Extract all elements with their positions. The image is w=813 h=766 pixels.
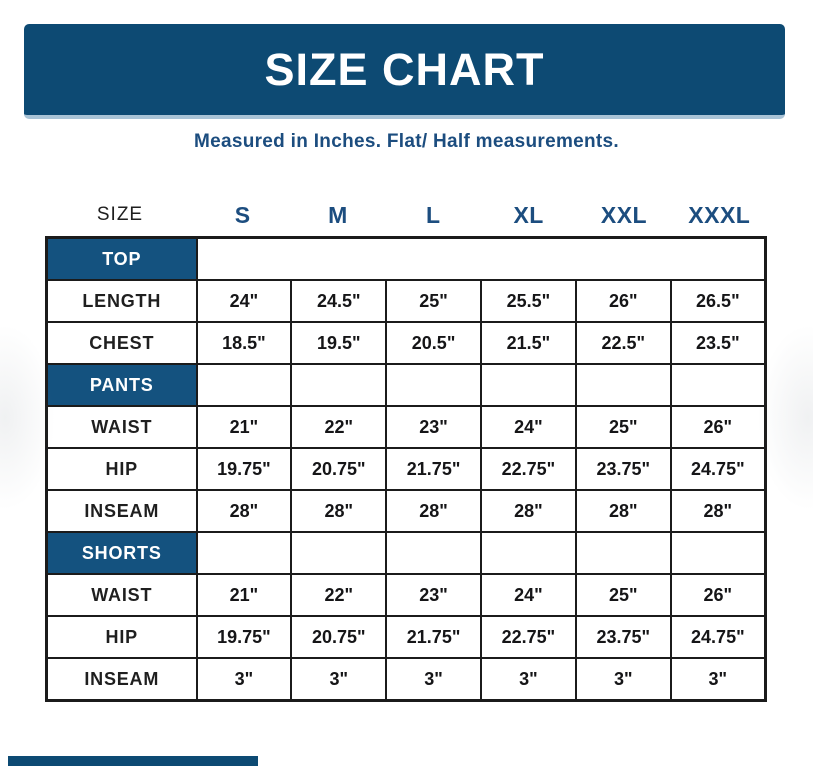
row-label-cell: HIP — [47, 616, 197, 658]
value-cell: 25" — [576, 406, 671, 448]
value-cell: 20.75" — [291, 448, 386, 490]
empty-cell — [481, 364, 576, 406]
row-label-cell: WAIST — [47, 574, 197, 616]
value-cell: 21.75" — [386, 448, 481, 490]
size-header-row — [45, 198, 767, 232]
size-column-header: XL — [513, 201, 544, 228]
value-cell: 25" — [386, 280, 481, 322]
value-cell: 21.5" — [481, 322, 576, 364]
table-row — [47, 490, 766, 532]
value-cell: 28" — [291, 490, 386, 532]
value-cell: 25.5" — [481, 280, 576, 322]
size-column-header: XXXL — [688, 201, 751, 228]
value-cell: 20.75" — [291, 616, 386, 658]
row-label-cell: CHEST — [47, 322, 197, 364]
value-cell: 24.75" — [671, 616, 766, 658]
empty-cell — [576, 532, 671, 574]
size-column-label: SIZE — [96, 204, 144, 225]
value-cell: 24" — [481, 574, 576, 616]
value-cell: 28" — [576, 490, 671, 532]
value-cell: 22.5" — [576, 322, 671, 364]
next-section-partial-bar — [8, 756, 258, 766]
value-cell: 26.5" — [671, 280, 766, 322]
value-cell: 24.75" — [671, 448, 766, 490]
value-cell: 19.75" — [197, 616, 292, 658]
row-label-cell: HIP — [47, 448, 197, 490]
value-cell: 20.5" — [386, 322, 481, 364]
value-cell: 3" — [481, 658, 576, 701]
empty-cell — [197, 532, 292, 574]
value-cell: 26" — [576, 280, 671, 322]
empty-cell — [291, 364, 386, 406]
row-label-cell: LENGTH — [47, 280, 197, 322]
value-cell: 22.75" — [481, 616, 576, 658]
empty-cell — [197, 364, 292, 406]
section-header-cell: PANTS — [47, 364, 197, 406]
empty-cell — [481, 532, 576, 574]
empty-cell — [671, 364, 766, 406]
empty-cell — [576, 364, 671, 406]
section-header-cell: TOP — [47, 238, 197, 281]
empty-merged-cell — [197, 238, 766, 281]
empty-cell — [291, 532, 386, 574]
value-cell: 25" — [576, 574, 671, 616]
empty-cell — [671, 532, 766, 574]
value-cell: 18.5" — [197, 322, 292, 364]
size-column-header: XXL — [600, 201, 648, 228]
value-cell: 3" — [576, 658, 671, 701]
value-cell: 26" — [671, 406, 766, 448]
value-cell: 24" — [481, 406, 576, 448]
value-cell: 24.5" — [291, 280, 386, 322]
table-row — [47, 280, 766, 322]
value-cell: 23" — [386, 406, 481, 448]
table-row — [47, 658, 766, 701]
value-cell: 24" — [197, 280, 292, 322]
value-cell: 3" — [386, 658, 481, 701]
size-column-header: L — [426, 201, 441, 228]
table-row — [47, 616, 766, 658]
value-cell: 21.75" — [386, 616, 481, 658]
value-cell: 23.5" — [671, 322, 766, 364]
size-column-header: M — [328, 201, 348, 228]
value-cell: 28" — [671, 490, 766, 532]
value-cell: 26" — [671, 574, 766, 616]
page-title: SIZE CHART — [264, 43, 545, 95]
size-column-header: S — [234, 201, 251, 228]
value-cell: 3" — [671, 658, 766, 701]
size-chart-table — [45, 236, 767, 702]
row-label-cell: INSEAM — [47, 490, 197, 532]
empty-cell — [386, 364, 481, 406]
value-cell: 21" — [197, 574, 292, 616]
value-cell: 21" — [197, 406, 292, 448]
table-row — [47, 406, 766, 448]
measurement-note: Measured in Inches. Flat/ Half measurements. — [193, 131, 619, 152]
row-label-cell: WAIST — [47, 406, 197, 448]
row-label-cell: INSEAM — [47, 658, 197, 701]
value-cell: 23.75" — [576, 448, 671, 490]
value-cell: 22.75" — [481, 448, 576, 490]
value-cell: 23.75" — [576, 616, 671, 658]
table-body — [47, 238, 766, 701]
table-section-row — [47, 364, 766, 406]
value-cell: 19.75" — [197, 448, 292, 490]
value-cell: 28" — [386, 490, 481, 532]
size-chart-banner — [24, 24, 785, 119]
value-cell: 23" — [386, 574, 481, 616]
value-cell: 22" — [291, 406, 386, 448]
section-header-cell: SHORTS — [47, 532, 197, 574]
value-cell: 19.5" — [291, 322, 386, 364]
table-row — [47, 574, 766, 616]
table-section-row — [47, 532, 766, 574]
empty-cell — [386, 532, 481, 574]
table-row — [47, 322, 766, 364]
value-cell: 3" — [197, 658, 292, 701]
value-cell: 28" — [481, 490, 576, 532]
table-row — [47, 448, 766, 490]
table-section-row — [47, 238, 766, 281]
value-cell: 3" — [291, 658, 386, 701]
value-cell: 22" — [291, 574, 386, 616]
value-cell: 28" — [197, 490, 292, 532]
